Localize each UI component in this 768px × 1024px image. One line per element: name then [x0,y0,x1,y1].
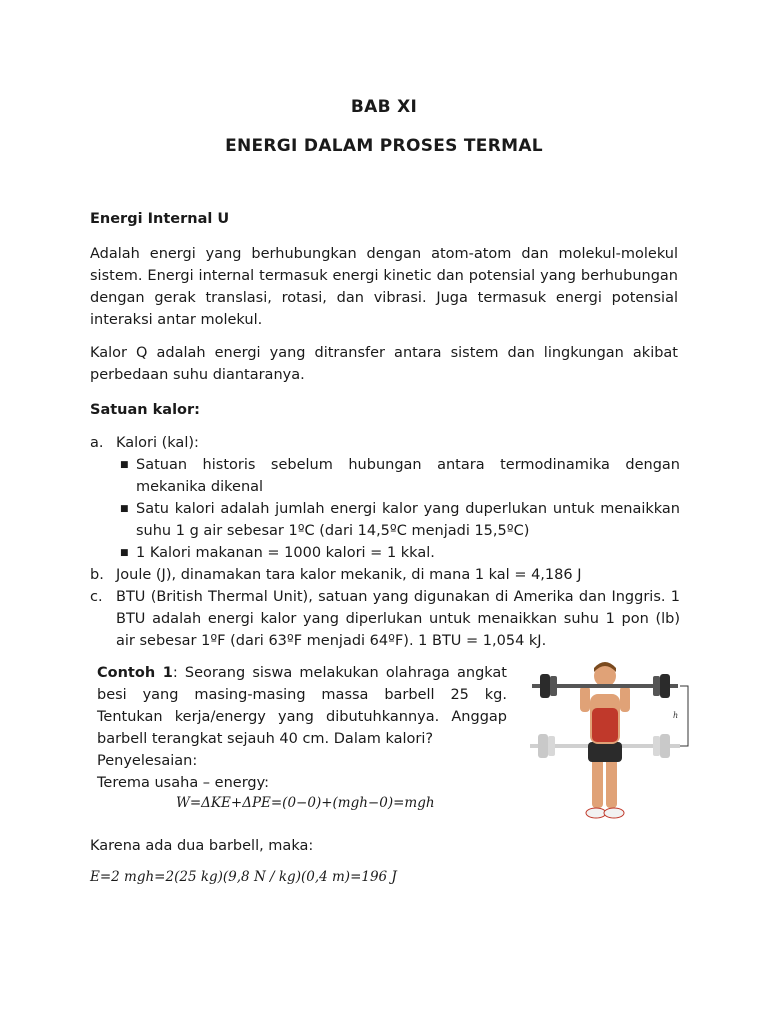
square-bullet-icon: ■ [120,460,129,470]
bullet-item [116,542,680,564]
list-item-text: BTU (British Thermal Unit), satuan yang digunakan di Amerika dan Inggris. 1 BTU adalah energi kalor yang diperlukan untuk menaikkan suhu 1 pon (lb) air sebesar 1ºF (dari 63ºF menjadi 64ºF). 1 BTU = 1,054 kJ. [116,589,680,649]
list-item [90,564,680,586]
paragraph-heat: Kalor Q adalah energi yang ditransfer antara sistem dan lingkungan akibat perbedaan suhu diantaranya. [90,345,678,383]
conclusion-text: Karena ada dua barbell, maka: [90,838,314,854]
chapter-title: ENERGI DALAM PROSES TERMAL [225,136,543,156]
example-label: Contoh 1 [97,665,173,681]
example-problem [97,662,507,750]
bullet-item [116,498,680,542]
solution-label: Penyelesaian: [97,753,198,769]
list-item [90,586,680,652]
theorem-label: Terema usaha – energy: [97,775,270,791]
list-marker: a. [90,435,104,451]
bullet-text: 1 Kalori makanan = 1000 kalori = 1 kkal. [136,545,435,561]
equation-result: E=2 mgh=2(25 kg)(9,8 N / kg)(0,4 m)=196 J [90,869,397,885]
heat-units-list [90,432,680,652]
list-item [90,432,680,454]
list-item-text: Kalori (kal): [116,435,199,451]
bullet-text: Satuan historis sebelum hubungan antara termodinamika dengan mekanika dikenal [136,457,680,495]
list-marker: c. [90,589,103,605]
bullet-item [116,454,680,498]
square-bullet-icon: ■ [120,504,129,514]
example-text: : Seorang siswa melakukan olahraga angkat besi yang masing-masing massa barbell 25 kg. Tentukan kerja/energy yang dibutuhkannya. Anggap barbell terangkat sejauh 40 cm. Dalam kalori? [97,665,507,747]
section-title-heat-units: Satuan kalor: [90,402,200,418]
list-item-text: Joule (J), dinamakan tara kalor mekanik, di mana 1 kal = 4,186 J [116,567,582,583]
weightlifter-figure [520,658,700,830]
list-marker: b. [90,567,104,583]
paragraph-internal-energy: Adalah energi yang berhubungkan dengan atom-atom dan molekul-molekul sistem. Energi internal termasuk energi kinetic dan potensial yang berhubungan dengan gerak translasi, rotasi, dan vibrasi. Juga termasuk energi potensial interaksi antar molekul. [90,246,678,328]
chapter-heading: BAB XI [350,97,418,117]
square-bullet-icon: ■ [120,548,129,558]
bullet-text: Satu kalori adalah jumlah energi kalor yang duperlukan untuk menaikkan suhu 1 g air sebesar 1ºC (dari 14,5ºC menjadi 15,5ºC) [136,501,680,539]
section-title-internal-energy: Energi Internal U [90,211,230,227]
height-label: h [673,711,679,720]
sub-list [90,454,680,564]
equation-work-energy: W=ΔKE+ΔPE=(0−0)+(mgh−0)=mgh [176,795,435,811]
